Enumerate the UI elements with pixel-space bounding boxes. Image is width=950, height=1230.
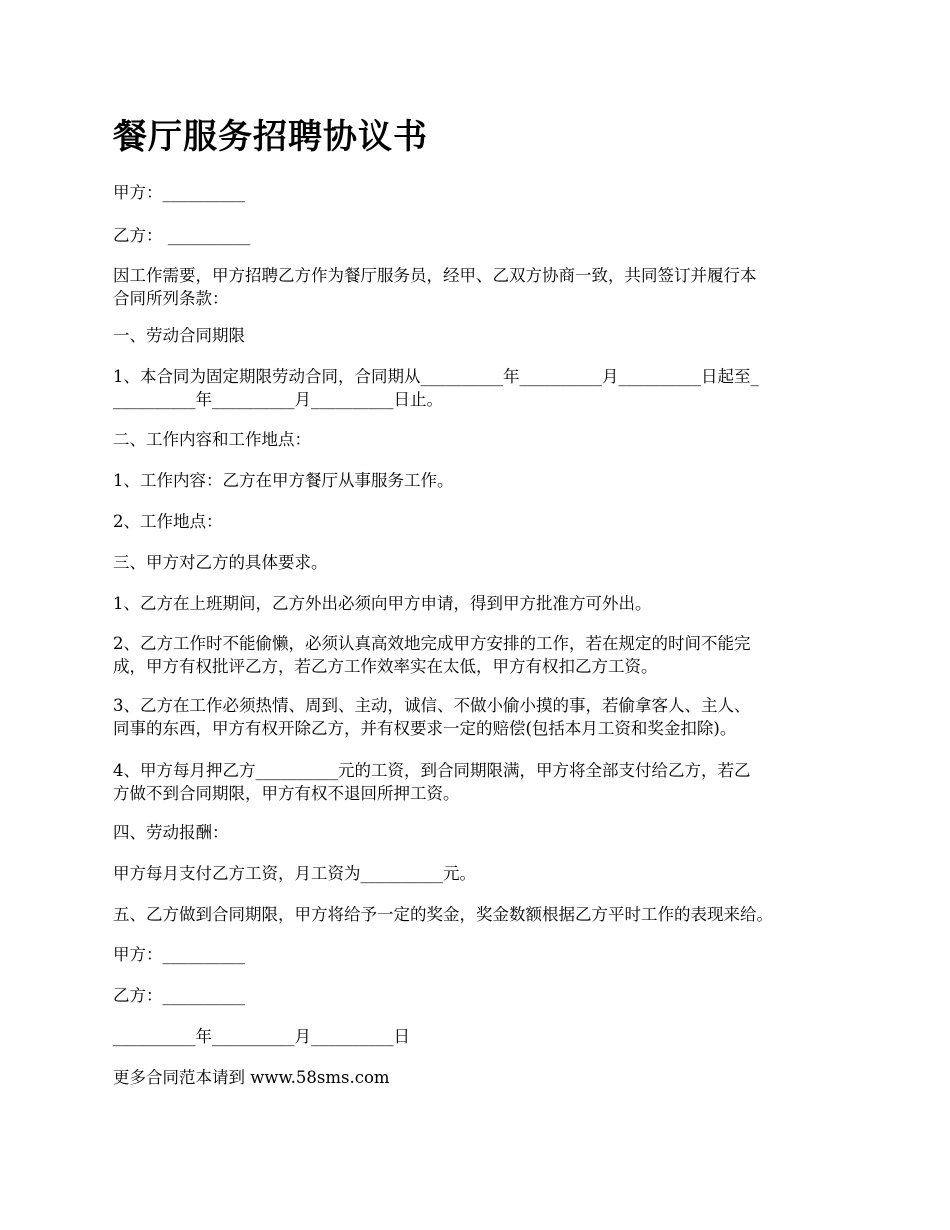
section-heading-4 — [113, 821, 229, 844]
text-line: 乙方： __________ — [113, 226, 251, 245]
text-line: 甲方每月支付乙方工资，月工资为__________元。 — [113, 864, 476, 883]
text-line: 更多合同范本请到 www.58sms.com — [113, 1068, 390, 1087]
footer-note — [113, 1066, 390, 1089]
clause-2-2 — [113, 510, 223, 533]
text-line: 3、乙方在工作必须热情、周到、主动，诚信、不做小偷小摸的事，若偷拿客人、主人、 — [113, 696, 751, 715]
clause-2-1 — [113, 469, 454, 492]
signature-party-a — [113, 943, 245, 966]
clause-3-3 — [113, 694, 751, 740]
text-line: 三、甲方对乙方的具体要求。 — [113, 553, 328, 572]
text-line: 方做不到合同期限，甲方有权不退回所押工资。 — [113, 784, 460, 803]
text-line: 甲方：__________ — [113, 945, 245, 964]
clause-3-1 — [113, 592, 652, 615]
text-line: 2、乙方工作时不能偷懒，必须认真高效地完成甲方安排的工作，若在规定的时间不能完 — [113, 634, 751, 653]
text-line: 一、劳动合同期限 — [113, 326, 245, 345]
text-line: 五、乙方做到合同期限，甲方将给予一定的奖金，奖金数额根据乙方平时工作的表现来给。 — [113, 905, 773, 924]
text-line: 二、工作内容和工作地点： — [113, 430, 311, 449]
text-line: 1、本合同为固定期限劳动合同，合同期从__________年__________月__________日起至_ — [113, 367, 759, 386]
intro-paragraph — [113, 264, 757, 310]
party-a-line — [113, 181, 245, 204]
signature-party-b — [113, 984, 245, 1007]
text-line: __________年__________月__________日 — [113, 1027, 410, 1046]
text-line: 4、甲方每月押乙方__________元的工资，到合同期限满，甲方将全部支付给乙方，若乙 — [113, 761, 751, 780]
text-line: 乙方：__________ — [113, 986, 245, 1005]
signature-date — [113, 1025, 410, 1048]
text-line: 四、劳动报酬： — [113, 823, 229, 842]
text-line: __________年__________月__________日止。 — [113, 390, 443, 409]
section-heading-2 — [113, 428, 311, 451]
section-heading-1 — [113, 324, 245, 347]
text-line: 2、工作地点： — [113, 512, 223, 531]
text-line: 成，甲方有权批评乙方，若乙方工作效率实在太低，甲方有权扣乙方工资。 — [113, 657, 658, 676]
document-title: 餐厅服务招聘协议书 — [113, 117, 428, 157]
text-line: 因工作需要，甲方招聘乙方作为餐厅服务员，经甲、乙双方协商一致，共同签订并履行本 — [113, 266, 757, 285]
party-b-line — [113, 224, 250, 247]
text-line: 1、工作内容：乙方在甲方餐厅从事服务工作。 — [113, 471, 454, 490]
section-heading-3 — [113, 551, 328, 574]
section-heading-5 — [113, 903, 773, 926]
text-line: 同事的东西，甲方有权开除乙方，并有权要求一定的赔偿(包括本月工资和奖金扣除)。 — [113, 719, 737, 738]
clause-1-1 — [113, 365, 759, 411]
clause-3-2 — [113, 632, 751, 678]
text-line: 合同所列条款： — [113, 289, 229, 308]
text-line: 1、乙方在上班期间，乙方外出必须向甲方申请，得到甲方批准方可外出。 — [113, 594, 652, 613]
text-line: 甲方：__________ — [113, 183, 245, 202]
clause-4-1 — [113, 862, 476, 885]
clause-3-4 — [113, 759, 751, 805]
